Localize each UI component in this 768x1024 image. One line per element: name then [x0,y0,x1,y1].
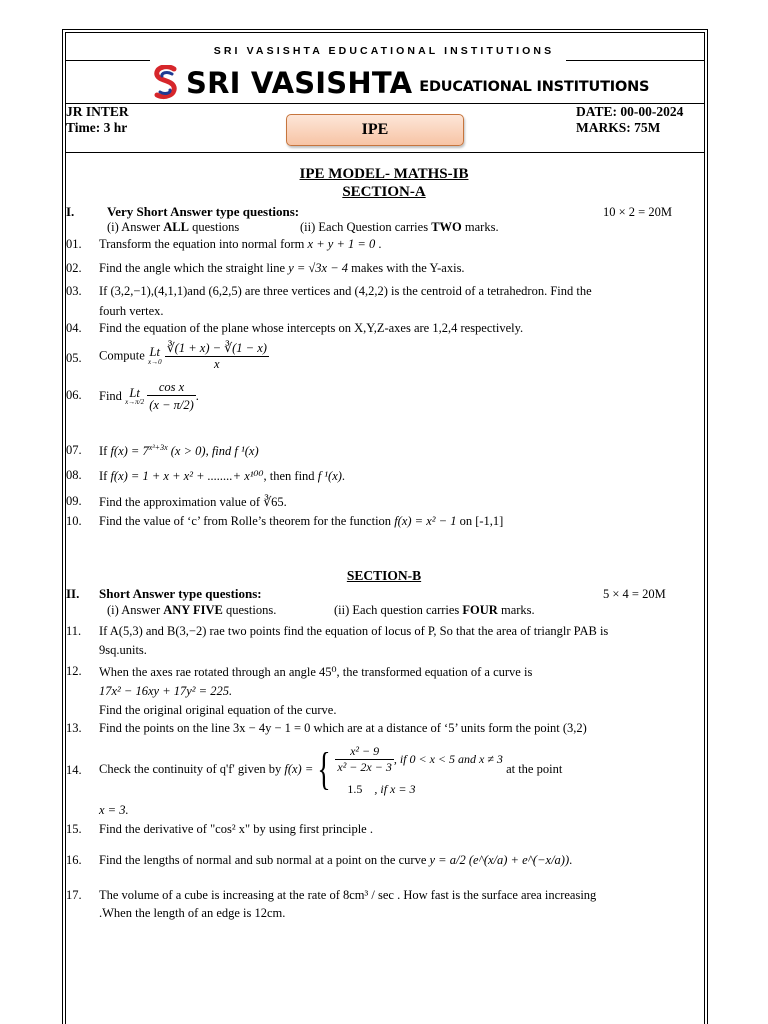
header-rule-left [66,60,150,61]
question-text: Find the angle which the straight line y = √3x − 4 makes with the Y-axis. [99,261,465,275]
question-text: Find the equation of the plane whose intercepts on X,Y,Z-axes are 1,2,4 respectively. [99,321,524,335]
question-number: 14. [66,763,82,777]
brand-name: SRI VASISHTA [186,65,413,100]
question-number: 09. [66,494,82,508]
section-b-heading: SECTION-B [346,568,422,583]
limit-operator: Lt x→π/2 [125,385,145,407]
question-text: Transform the equation into normal form x + y + 1 = 0 . [99,237,382,251]
question-text: If $f(x) = 7^{x^3+3x}$ (x > 0), find f ¹(x) [99,443,259,459]
brand-subtitle: EDUCATIONAL INSTITUTIONS [419,79,650,95]
section-a-instruction-2: (ii) Each Question carries TWO marks. [300,220,499,234]
subject-badge: IPE [286,114,464,146]
question-text: Find the lengths of normal and sub normal at a point on the curve y = a/2 (e^(x/a) + e^(−x/a)). [99,853,573,867]
question-text: If f(x) = 1 + x + x² + ........+ x¹⁰⁰, then find f ¹(x). [99,469,346,483]
question-number: 13. [66,721,82,735]
piecewise-brace: { [317,743,331,794]
exam-info-left [66,104,129,136]
question-number: 03. [66,284,82,298]
brand-s-icon [152,65,180,101]
question-number: 01. [66,237,82,251]
question-text: Check the continuity of q'f' given by f(x) = { $\frac{\text{x² − 9}}{\text{x² − 2x − 3}}$ , if 0 < x < 5 and x ≠ 3 1.5 , if x = 3 at the point [99,739,562,799]
section-b-marks: 5 × 4 = 20M [603,587,666,601]
fraction: $\frac{\text{cos x}}{(x - \pi/2)}$ [149,380,194,412]
section-a-heading: SECTION-A [342,184,426,200]
question-text-continued: 17x² − 16xy + 17y² = 225. [99,684,233,698]
question-number: 04. [66,321,82,335]
section-a-marks: 10 × 2 = 20M [603,205,672,219]
question-number: 12. [66,664,82,678]
section-a-number: I. [66,204,75,219]
question-text: If (3,2,−1),(4,1,1)and (6,2,5) are three vertices and (4,2,2) is the centroid of a tetrahedron. Find the [99,284,592,298]
question-text: Find the value of ‘c’ from Rolle’s theorem for the function f(x) = x² − 1 on [-1,1] [99,514,504,528]
question-text-continued: fourh vertex. [99,304,164,318]
class-label: JR INTER [66,104,129,119]
question-text: If A(5,3) and B(3,−2) rae two points find the equation of locus of P, So that the area of trianglr PAB is [99,624,609,638]
question-text: Compute Lt x→0 $\frac{∛(1 + x) - ∛(1 - x)}{x}$ [99,341,267,371]
question-text: Find the approximation value of ∛65. [99,495,287,509]
question-number: 06. [66,388,82,402]
brand-logo [152,64,649,102]
piecewise-cases: $\frac{\text{x² − 9}}{\text{x² − 2x − 3}}$ , if 0 < x < 5 and x ≠ 3 1.5 , if x = 3 [337,744,503,796]
section-b-number: II. [66,586,80,601]
question-number: 02. [66,261,82,275]
section-a-type: Very Short Answer type questions: [107,204,300,219]
section-b-type: Short Answer type questions: [99,586,262,601]
question-number: 10. [66,514,82,528]
question-number: 17. [66,888,82,902]
question-number: 11. [66,624,82,638]
question-text: The volume of a cube is increasing at the rate of 8cm³ / sec . How fast is the surface area increasing [99,888,597,902]
section-a-instruction-1: (i) Answer ALL questions [107,220,240,234]
marks-label: MARKS: 75M [576,120,661,135]
question-number: 05. [66,351,82,365]
time-label: Time: 3 hr [66,120,128,135]
section-b-instruction-1: (i) Answer ANY FIVE questions. [107,603,277,617]
question-text: Find the points on the line 3x − 4y − 1 = 0 which are at a distance of ‘5’ units form the point (3,2) [99,721,587,735]
page-title: IPE MODEL- MATHS-IB [299,166,469,182]
question-text-continued: .When the length of an edge is 12cm. [99,906,286,920]
question-text: When the axes rae rotated through an angle 45⁰, the transformed equation of a curve is [99,665,533,679]
section-b-instruction-2: (ii) Each question carries FOUR marks. [334,603,535,617]
question-text-continued: x = 3. [99,803,129,817]
fraction: $\frac{∛(1 + x) - ∛(1 - x)}{x}$ [166,341,267,371]
question-text-continued: Find the original original equation of the curve. [99,703,337,717]
limit-operator: Lt x→0 [147,345,162,366]
header-separator-bottom [65,152,705,153]
question-text-continued: 9sq.units. [99,643,147,657]
question-number: 07. [66,443,82,457]
exam-info-right [576,104,683,136]
institution-banner: SRI VASISHTA EDUCATIONAL INSTITUTIONS [213,45,555,57]
question-number: 15. [66,822,82,836]
date-label: DATE: 00-00-2024 [576,104,684,119]
header-rule-right [566,60,704,61]
question-number: 16. [66,853,82,867]
question-number: 08. [66,468,82,482]
question-text: Find the derivative of "cos² x" by using first principle . [99,822,373,836]
question-text: Find Lt x→π/2 $\frac{\text{cos x}}{(x - \pi/2)}$ . [99,380,199,412]
